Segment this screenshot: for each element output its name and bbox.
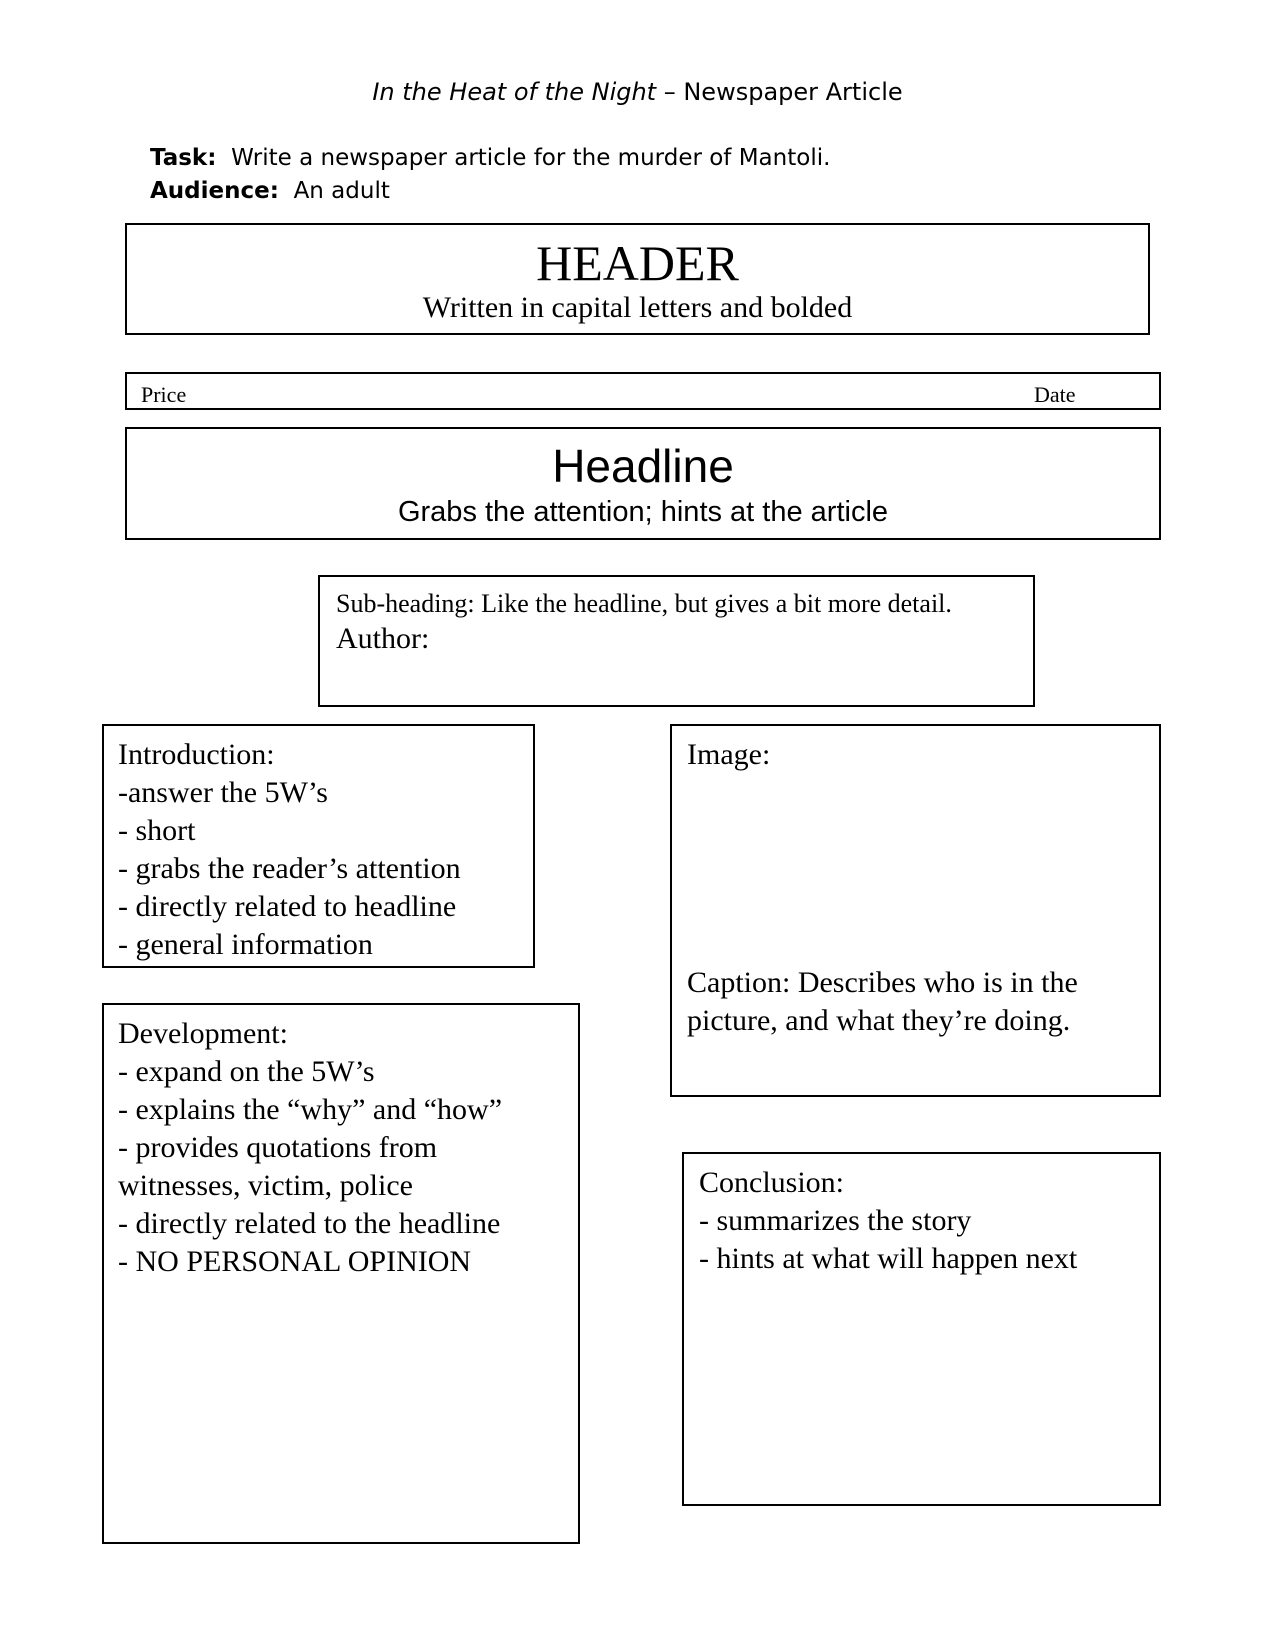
- development-point: - provides quotations from: [118, 1131, 438, 1164]
- header-subtitle: Written in capital letters and bolded: [422, 291, 853, 324]
- audience-text: An adult: [293, 178, 390, 204]
- image-label: Image:: [687, 738, 771, 771]
- task-text: Write a newspaper article for the murder of Mantoli.: [231, 145, 831, 171]
- subheading-box: [318, 575, 1035, 707]
- development-point: - explains the “why” and “how”: [118, 1093, 503, 1126]
- conclusion-point: - hints at what will happen next: [699, 1242, 1078, 1275]
- development-point: - NO PERSONAL OPINION: [118, 1245, 472, 1278]
- price-label: Price: [141, 382, 187, 407]
- headline-title: Headline: [552, 440, 734, 492]
- header-title: HEADER: [536, 235, 739, 291]
- introduction-point: - directly related to headline: [118, 890, 457, 923]
- headline-box: [125, 427, 1161, 540]
- conclusion-box: [682, 1152, 1161, 1506]
- development-box: [102, 1003, 580, 1544]
- introduction-point: - general information: [118, 928, 373, 961]
- development-heading: Development:: [118, 1017, 288, 1050]
- development-point: - directly related to the headline: [118, 1207, 501, 1240]
- date-label: Date: [1034, 382, 1076, 407]
- audience-line: [150, 178, 390, 204]
- introduction-point: - grabs the reader’s attention: [118, 852, 461, 885]
- header-box: [125, 223, 1150, 335]
- caption-text: Caption: Describes who is in the picture, and what they’re doing.: [687, 966, 1078, 1037]
- image-box: [670, 724, 1161, 1097]
- task-label: Task:: [150, 145, 217, 171]
- introduction-point: - short: [118, 814, 196, 847]
- conclusion-point: - summarizes the story: [699, 1204, 972, 1237]
- headline-subtitle: Grabs the attention; hints at the article: [397, 496, 889, 528]
- subheading-text: Sub-heading: Like the headline, but gives a bit more detail.: [336, 589, 952, 618]
- development-point: witnesses, victim, police: [118, 1169, 413, 1202]
- author-label: Author:: [336, 622, 430, 655]
- task-line: [150, 145, 830, 171]
- document-title: [0, 78, 1275, 106]
- price-date-bar: [125, 372, 1161, 410]
- introduction-box: [102, 724, 535, 968]
- introduction-point: -answer the 5W’s: [118, 776, 328, 809]
- document-title-italic: In the Heat of the Night: [372, 78, 657, 106]
- introduction-heading: Introduction:: [118, 738, 275, 771]
- audience-label: Audience:: [150, 178, 279, 204]
- document-title-rest: – Newspaper Article: [656, 78, 903, 106]
- development-point: - expand on the 5W’s: [118, 1055, 375, 1088]
- conclusion-heading: Conclusion:: [699, 1166, 845, 1199]
